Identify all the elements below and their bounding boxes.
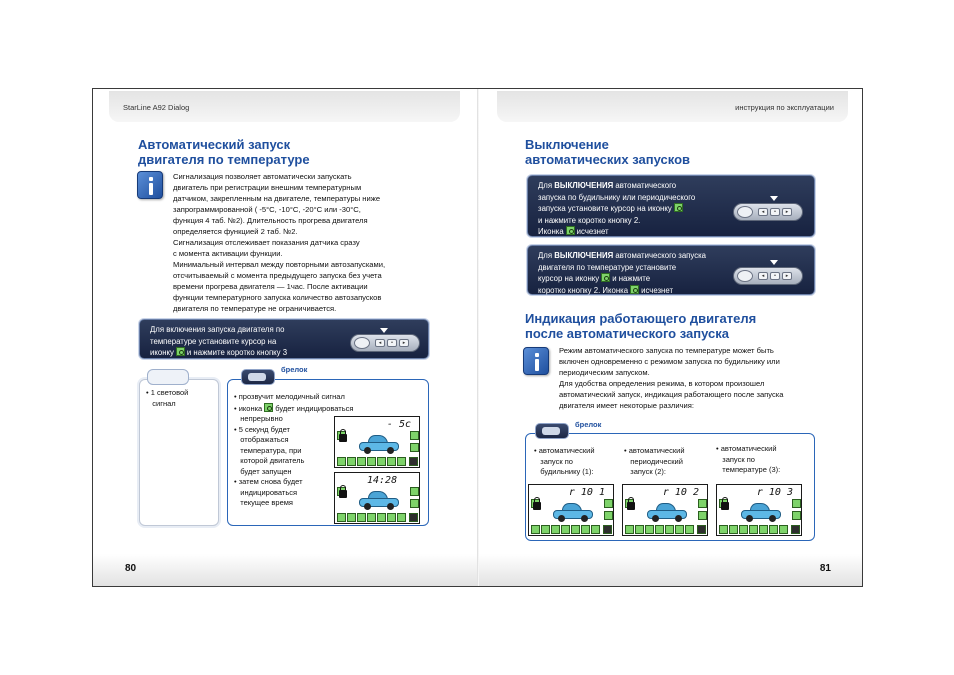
fob-label: брелок — [281, 365, 308, 374]
paragraph-line: двигатель при регистрации внешним температурным — [173, 183, 362, 192]
lcd-screen — [716, 484, 802, 536]
title-line: двигателя по температуре — [138, 152, 310, 167]
manual-spread — [92, 88, 863, 587]
paragraph-line: двигателя по температуре не ограничивается. — [173, 304, 337, 313]
bullet-text: запуск по — [722, 454, 755, 464]
banner-text: исчезнет — [641, 285, 674, 295]
banner-line: температуре установите курсор на — [150, 336, 277, 346]
arrow-down-icon — [770, 196, 778, 201]
car-response-box — [139, 379, 219, 526]
info-icon — [137, 171, 163, 199]
indication-paragraph — [559, 345, 784, 411]
bullet-line: • автоматический — [534, 446, 595, 455]
paragraph-line: Сигнализация отслеживает показания датчика сразу — [173, 238, 360, 247]
indication-column — [624, 446, 685, 478]
section-title-disable-autostart — [525, 137, 690, 167]
paragraph-line: Минимальный интервал между повторными автозапусками, — [173, 260, 386, 269]
description-paragraph — [173, 171, 385, 314]
paragraph-line: двигателя имеет некоторые различия: — [559, 401, 694, 410]
lcd-readout: 14:28 — [367, 475, 398, 486]
bullet-text: запуск (2): — [630, 467, 666, 476]
paragraph-line: включен одновременно с режимом запуска по будильнику или — [559, 357, 780, 366]
footer — [479, 554, 863, 586]
bullet-line — [716, 455, 780, 466]
fob-response-box — [227, 379, 429, 526]
indication-column — [716, 444, 780, 476]
banner-text: автоматического запуска — [615, 251, 707, 260]
bullet-text: затем снова будет — [238, 477, 303, 486]
bullet-text: будет запущен — [240, 466, 292, 476]
enable-temperature-start-banner — [139, 319, 429, 359]
paragraph-line: определяется функцией 2 таб. №2. — [173, 227, 298, 236]
banner-line — [538, 226, 695, 238]
bullet-text: непрерывно — [240, 414, 283, 423]
bullet-text: запуск по — [540, 456, 573, 466]
banner-line: Для включения запуска двигателя по — [150, 325, 285, 334]
banner-text: Иконка — [538, 227, 564, 236]
banner-line: и нажмите коротко кнопку 2. — [538, 215, 641, 225]
lcd-screen — [528, 484, 614, 536]
bullet-line: • затем снова будет — [234, 477, 303, 486]
bullet-text: отображаться — [240, 435, 289, 444]
bullet-line — [534, 457, 595, 468]
keyfob-icon: ◂ • ▸ — [350, 334, 420, 352]
bullet-line: • 1 световой — [146, 388, 189, 397]
keyfob-icon: ◂ • ▸ — [733, 267, 803, 285]
bullet-text: температура, при — [240, 445, 302, 455]
page-number: 81 — [819, 563, 831, 574]
clock-icon — [674, 203, 683, 212]
bullet-text: температуре (3): — [722, 465, 781, 474]
banner-line — [538, 273, 706, 285]
thermometer-icon — [601, 273, 610, 282]
bullet-text: текущее время — [240, 498, 293, 507]
bullet-text: иконка — [238, 403, 263, 413]
paragraph-line: функция 4 таб. №2). Длительность прогрева двигателя — [173, 216, 368, 225]
lcd-readout: r 10 2 — [662, 487, 699, 498]
bullet-text: автоматический — [628, 446, 685, 455]
banner-text: Для — [538, 251, 553, 260]
lcd-screen — [334, 416, 420, 468]
title-line: Автоматический запуск — [138, 137, 291, 152]
banner-line — [538, 203, 695, 215]
bullet-line — [624, 467, 685, 478]
bullet-line — [624, 457, 685, 468]
bullet-text: будет индицироваться — [275, 403, 354, 413]
keyfob-icon — [535, 423, 569, 439]
paragraph-line: Режим автоматического запуска по температуре может быть — [559, 346, 774, 355]
banner-text: Для — [538, 181, 553, 190]
keyfob-icon: ◂ • ▸ — [733, 203, 803, 221]
bullet-line — [534, 467, 595, 478]
indication-column — [534, 446, 595, 478]
clock-icon — [566, 226, 575, 235]
bullet-text: автоматический — [538, 446, 595, 455]
header-tab — [109, 91, 460, 122]
banner-text: и нажмите — [612, 274, 651, 283]
title-line: после автоматического запуска — [525, 326, 729, 341]
page-81 — [479, 89, 863, 586]
banner-line — [538, 250, 706, 262]
info-icon — [523, 347, 549, 375]
title-line: Индикация работающего двигателя — [525, 311, 757, 326]
header-title: инструкция по эксплуатации — [735, 103, 834, 112]
bullet-line: • автоматический — [716, 444, 777, 453]
thermometer-icon — [630, 285, 639, 294]
paragraph-line: автоматический запуск, индикация работающего после запуска — [559, 390, 784, 399]
disable-alarm-periodic-banner — [527, 175, 815, 237]
bullet-line — [146, 399, 188, 410]
paragraph-line: времени прогрева двигателя — 1час. После активации — [173, 282, 368, 291]
section-title-engine-indication — [525, 311, 756, 341]
bullet-line: • иконка будет индицироваться — [234, 403, 354, 413]
bullet-text: автоматический — [720, 444, 777, 453]
paragraph-line: отсчитываемый с момента предыдущего запуска без учета — [173, 271, 382, 280]
banner-line — [150, 347, 287, 359]
banner-text: иконку — [150, 348, 174, 357]
page-number: 80 — [125, 563, 137, 574]
bullet-text: прозвучит мелодичный сигнал — [238, 392, 345, 401]
paragraph-line: запрограммированной ( -5°С, -10°С, -20°С или -30°С, — [173, 205, 361, 214]
bullet-text: будильнику (1): — [540, 467, 594, 476]
footer — [93, 554, 478, 586]
banner-text: запуска установите курсор на иконку — [538, 204, 672, 213]
lcd-screen — [334, 472, 420, 524]
paragraph-line: датчиком, закрепленным на двигателе, температуры ниже — [173, 194, 381, 203]
bullet-line: • 5 секунд будет — [234, 424, 290, 434]
bullet-text: сигнал — [152, 398, 176, 408]
banner-text: автоматического — [615, 181, 677, 190]
banner-text: исчезнет — [576, 227, 609, 236]
title-line: автоматических запусков — [525, 152, 691, 167]
thermometer-icon — [176, 347, 185, 356]
bullet-line — [716, 465, 780, 476]
banner-text: коротко кнопку 2. Иконка — [538, 285, 629, 295]
banner-text-bold: ВЫКЛЮЧЕНИЯ — [554, 251, 614, 260]
bullet-text: 5 секунд будет — [238, 424, 290, 434]
title-line: Выключение — [525, 137, 609, 152]
bullet-line: • автоматический — [624, 446, 685, 455]
fob-label: брелок — [575, 420, 602, 429]
bullet-text: периодический — [630, 456, 683, 466]
banner-text: и нажмите коротко кнопку 3 — [186, 348, 288, 357]
lcd-screen — [622, 484, 708, 536]
banner-line — [538, 285, 706, 297]
lcd-readout: r 10 1 — [568, 487, 605, 498]
disable-temperature-start-banner — [527, 245, 815, 295]
paragraph-line: периодическим запуском. — [559, 368, 650, 377]
bullet-line: • прозвучит мелодичный сигнал — [234, 392, 345, 401]
keyfob-icon — [241, 369, 275, 385]
banner-text: курсор на иконку — [538, 274, 600, 283]
banner-line: запуска по будильнику или периодического — [538, 192, 696, 202]
bullet-text: индицироваться — [240, 487, 298, 497]
header-title: StarLine A92 Dialog — [123, 103, 190, 112]
banner-line — [538, 180, 695, 192]
lcd-readout: r 10 3 — [756, 487, 793, 498]
banner-text-bold: ВЫКЛЮЧЕНИЯ — [554, 181, 614, 190]
thermometer-icon — [264, 403, 273, 412]
paragraph-line: функции температурного запуска количество автозапусков — [173, 293, 382, 302]
lcd-readout: - 5c — [386, 419, 411, 430]
banner-line: двигателя по температуре установите — [538, 262, 677, 272]
bullet-text: 1 световой — [150, 388, 189, 397]
page-80 — [93, 89, 478, 586]
bullet-text: которой двигатель — [240, 456, 305, 465]
section-title-temperature-start — [138, 137, 310, 167]
car-icon — [147, 369, 189, 385]
paragraph-line: Для удобства определения режима, в котором произошел — [559, 379, 765, 388]
arrow-down-icon — [380, 328, 388, 333]
arrow-down-icon — [770, 260, 778, 265]
fob-indication-box — [525, 433, 815, 541]
header-tab — [497, 91, 848, 122]
paragraph-line: Сигнализация позволяет автоматически запускать — [173, 172, 352, 181]
paragraph-line: с момента активации функции. — [173, 249, 283, 258]
